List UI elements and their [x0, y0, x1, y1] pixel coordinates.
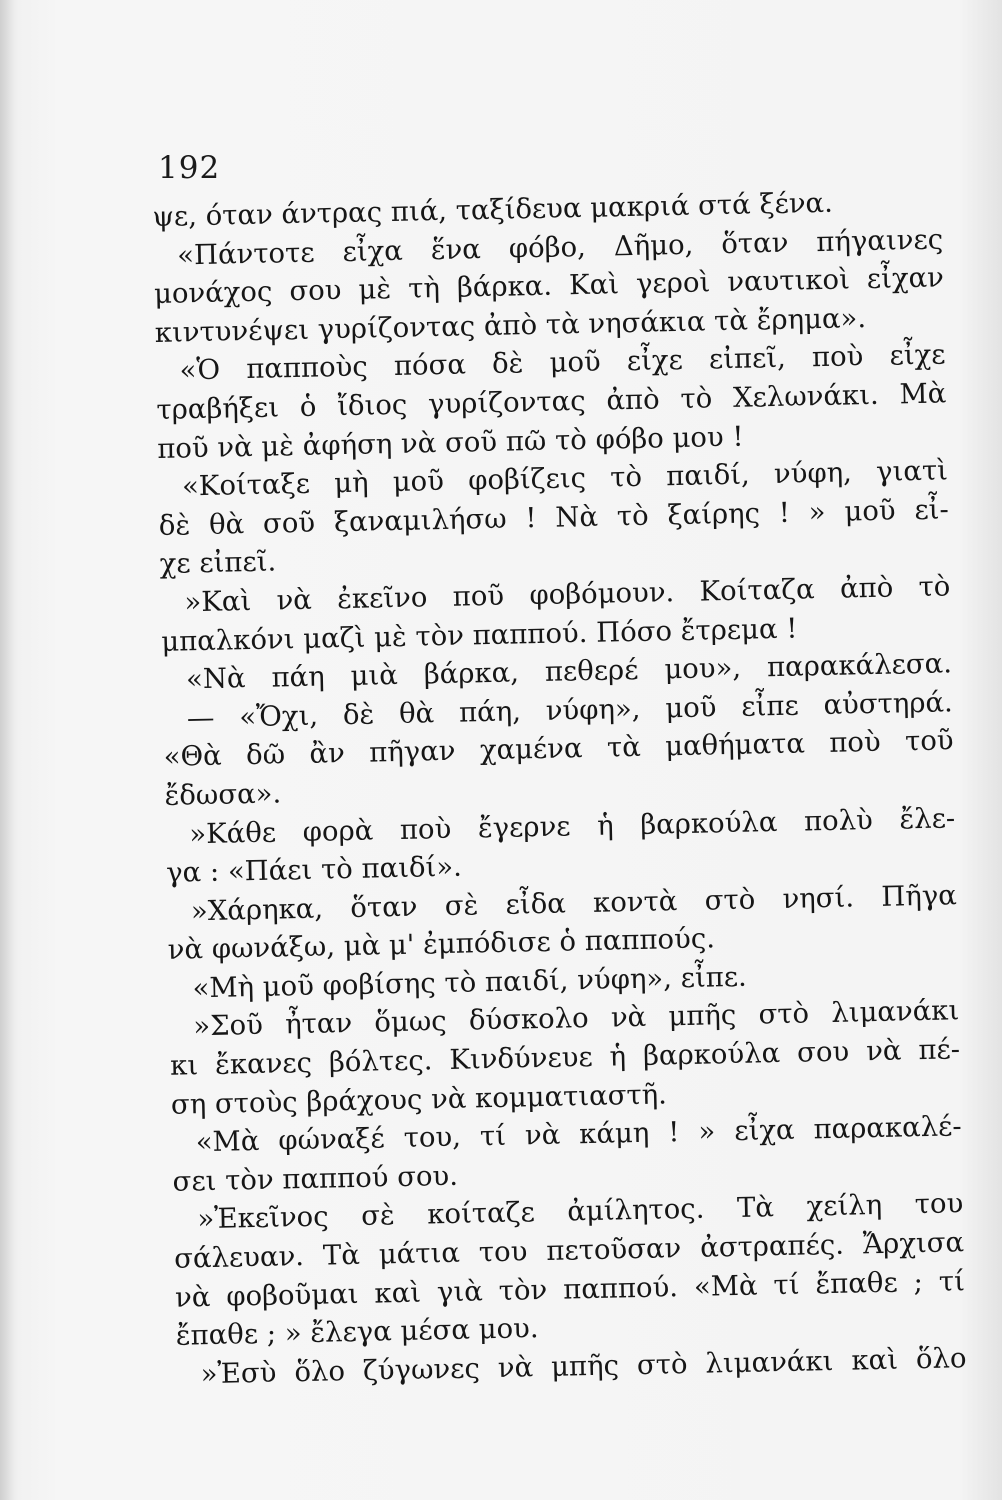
text-line: «Μὰ φώναξέ του, τί νὰ κάμη ! » εἶχα παρακαλέ- — [195, 1110, 962, 1159]
text-line: »Σοῦ ἦταν ὅμως δύσκολο νὰ μπῆς στὸ λιμανάκι — [193, 994, 960, 1043]
text-line: «Νὰ πάη μιὰ βάρκα, πεθερέ μου», παρακάλεσα. — [185, 647, 953, 696]
text-line: τραβήξει ὁ ἴδιος γυρίζοντας ἀπὸ τὸ Χελωνάκι. Μὰ — [156, 377, 947, 426]
text-line: — «Ὄχι, δὲ θὰ πάη, νύφη», μοῦ εἶπε αὐστηρά. — [186, 686, 954, 735]
text-line: νὰ φωνάξω, μὰ μ' ἐμπόδισε ὁ παππούς. — [167, 922, 716, 967]
text-line: »Κάθε φορὰ ποὺ ἔγερνε ἡ βαρκούλα πολὺ ἔλε- — [188, 801, 956, 850]
text-line: μονάχος σου μὲ τὴ βάρκα. Καὶ γεροὶ ναυτικοὶ εἶχαν — [153, 261, 945, 311]
text-line: «Θὰ δῶ ἂν πῆγαν χαμένα τὰ μαθήματα ποὺ τοῦ — [163, 724, 954, 774]
text-line: ἔπαθε ; » ἔλεγα μέσα μου. — [175, 1312, 539, 1352]
page-edge — [0, 0, 14, 1500]
page-number: 192 — [158, 150, 221, 186]
text-line: κι ἔκανες βόλτες. Κινδύνευε ἡ βαρκούλα σου νὰ πέ- — [169, 1033, 961, 1082]
text-line: δὲ θὰ σοῦ ξαναμιλήσω ! Νὰ τὸ ξαίρης ! » μοῦ εἶ- — [158, 493, 950, 542]
text-line: ποῦ νὰ μὲ ἀφήση νὰ σοῦ πῶ τὸ φόβο μου ! — [156, 420, 744, 465]
text-line: μπαλκόνι μαζὶ μὲ τὸν παππού. Πόσο ἔτρεμα ! — [160, 612, 798, 658]
text-line: κιντυνέψει γυρίζοντας ἀπὸ τὰ νησάκια τὰ ἔρημα». — [154, 301, 867, 349]
text-line: »Καὶ νὰ ἐκεῖνο ποῦ φοβόμουν. Κοίταζα ἀπὸ τὸ — [184, 570, 951, 619]
text-line: γα : «Πάει τὸ παιδί». — [165, 850, 463, 889]
text-line: νὰ φοβοῦμαι καὶ γιὰ τὸν παππού. «Μὰ τί ἔπαθε ; τί — [174, 1264, 966, 1314]
text-line: σάλευαν. Τὰ μάτια του πετοῦσαν ἀστραπές. Ἄρχισα — [173, 1226, 965, 1275]
text-line: »Ἐσὺ ὅλο ζύγωνες νὰ μπῆς στὸ λιμανάκι καὶ ὅλο — [200, 1342, 967, 1391]
text-line: χε εἰπεῖ. — [159, 545, 277, 581]
text-line: σει τὸν παππού σου. — [172, 1159, 459, 1198]
body-text — [152, 181, 967, 1394]
text-line: ψε, όταν άντρας πιά, ταξίδευα μακριά στά ξένα. — [152, 186, 834, 233]
text-line: «Κοίταξε μὴ μοῦ φοβίζεις τὸ παιδί, νύφη, γιατὶ — [181, 454, 949, 503]
text-line: «Πάντοτε εἶχα ἕνα φόβο, Δῆμο, ὅταν πήγαινες — [176, 223, 944, 272]
text-line: »Χάρηκα, ὅταν σὲ εἶδα κοντὰ στὸ νησί. Πῆγα — [190, 878, 958, 928]
text-line: «Μὴ μοῦ φοβίσης τὸ παιδί, νύφη», εἶπε. — [192, 960, 748, 1005]
text-line: »Ἐκεῖνος σὲ κοίταζε ἀμίλητος. Τὰ χείλη του — [197, 1187, 964, 1236]
text-line: «Ὁ παπποὺς πόσα δὲ μοῦ εἶχε εἰπεῖ, ποὺ εἶχε — [179, 338, 946, 387]
text-line: ἔδωσα». — [164, 777, 282, 812]
text-line: ση στοὺς βράχους νὰ κομματιαστῆ. — [170, 1078, 668, 1121]
